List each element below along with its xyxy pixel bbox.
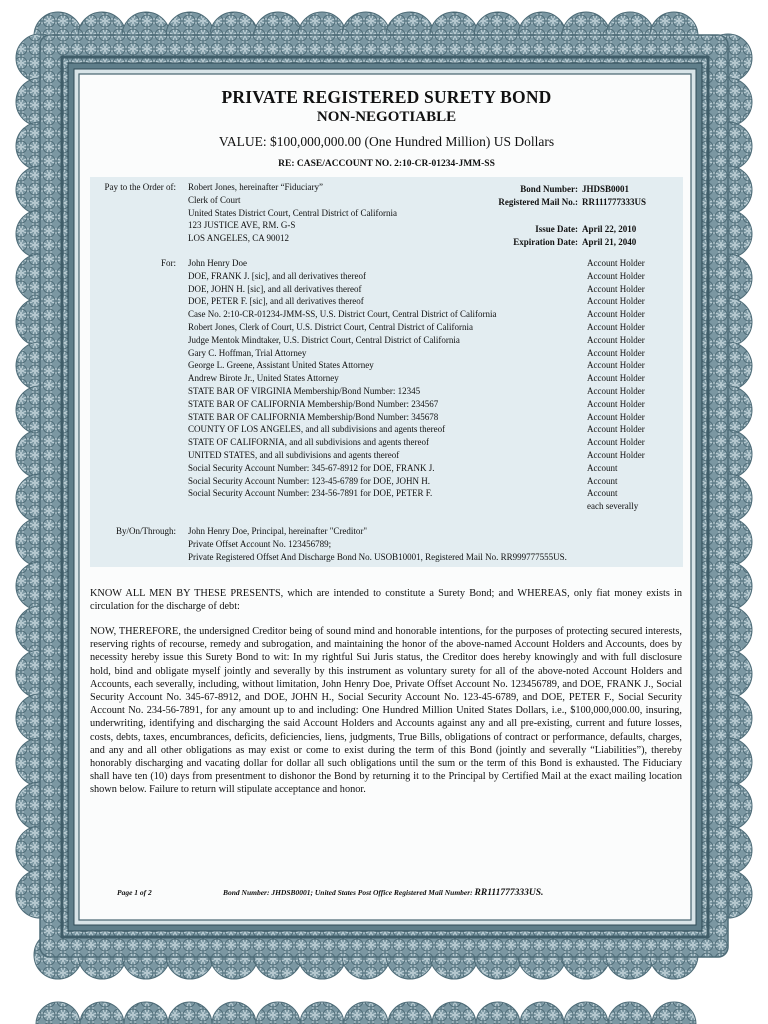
pay-to-line: Clerk of Court bbox=[188, 194, 241, 205]
for-entry-name: Judge Mentok Mindtaker, U.S. District Court, Central District of California bbox=[188, 334, 460, 345]
border-lobe bbox=[388, 1002, 432, 1024]
bond-title: PRIVATE REGISTERED SURETY BOND bbox=[221, 87, 552, 107]
for-entry-role: Account Holder bbox=[587, 360, 645, 371]
mail-number-row bbox=[478, 196, 646, 209]
for-entry-role: Account bbox=[587, 488, 618, 499]
expiration-date-value: April 21, 2040 bbox=[582, 237, 637, 247]
pay-to-line: Robert Jones, hereinafter “Fiduciary” bbox=[188, 182, 323, 192]
by-line: John Henry Doe, Principal, hereinafter "Creditor" bbox=[188, 526, 368, 536]
border-lobe bbox=[168, 1002, 212, 1024]
border-lobe bbox=[564, 1002, 608, 1024]
for-entry-name: Social Security Account Number: 123-45-6789 for DOE, JOHN H. bbox=[188, 475, 430, 486]
pay-to-block bbox=[188, 181, 397, 245]
for-entry-name: DOE, FRANK J. [sic], and all derivatives thereof bbox=[188, 270, 366, 281]
mail-number-value: RR111777333US bbox=[582, 197, 647, 207]
bond-certificate bbox=[83, 77, 690, 917]
for-entry-name: STATE OF CALIFORNIA, and all subdivisions and agents thereof bbox=[188, 437, 430, 448]
border-lobe bbox=[124, 1002, 168, 1024]
for-entry-role: Account Holder bbox=[587, 283, 645, 294]
for-entry-role: Account Holder bbox=[587, 373, 645, 384]
by-line: Private Offset Account No. 123456789; bbox=[188, 538, 332, 549]
expiration-date-row bbox=[478, 236, 636, 249]
for-entry-role: Account Holder bbox=[587, 334, 645, 345]
border-lobe bbox=[36, 1002, 80, 1024]
footer-bond-label: Bond Number: JHDSB0001; United States Post Office Registered Mail Number: bbox=[223, 888, 473, 897]
issue-date-label: Issue Date: bbox=[535, 224, 578, 234]
bond-number-value: JHDSB0001 bbox=[582, 184, 630, 194]
by-line: Private Registered Offset And Discharge Bond No. USOB10001, Registered Mail No. RR999777555US. bbox=[188, 551, 567, 562]
border-lobe bbox=[80, 1002, 124, 1024]
for-entry-name: STATE BAR OF VIRGINIA Membership/Bond Number: 12345 bbox=[188, 385, 421, 396]
for-entry-name: STATE BAR OF CALIFORNIA Membership/Bond Number: 345678 bbox=[188, 411, 439, 422]
for-entry-role: Account Holder bbox=[587, 321, 645, 332]
for-names-list bbox=[188, 257, 496, 500]
pay-to-label: Pay to the Order of: bbox=[104, 182, 176, 192]
bond-number-row bbox=[478, 183, 629, 196]
border-lobe bbox=[608, 1002, 652, 1024]
for-entry-role: Account Holder bbox=[587, 296, 645, 307]
value-label: VALUE: bbox=[218, 134, 267, 149]
for-entry-name: Andrew Birote Jr., United States Attorney bbox=[188, 373, 339, 384]
for-entry-role: Account Holder bbox=[587, 309, 645, 320]
for-entry-role: Account Holder bbox=[587, 347, 645, 358]
know-all-men-paragraph: KNOW ALL MEN BY THESE PRESENTS, which are intended to constitute a Surety Bond; and WHEREAS, only fiat money exists in circulation for the discharge of debt: bbox=[90, 588, 682, 613]
bond-subtitle: NON-NEGOTIABLE bbox=[316, 109, 457, 125]
mail-number-label: Registered Mail No.: bbox=[498, 197, 578, 207]
for-entry-name: George L. Greene, Assistant United States Attorney bbox=[188, 360, 374, 371]
issue-date-value: April 22, 2010 bbox=[582, 224, 637, 234]
border-lobe bbox=[432, 1002, 476, 1024]
for-roles-list bbox=[587, 257, 645, 513]
for-entry-name: Social Security Account Number: 345-67-8912 for DOE, FRANK J. bbox=[188, 462, 435, 473]
for-entry-name: John Henry Doe bbox=[188, 258, 247, 268]
for-entry-role: Account Holder bbox=[587, 437, 645, 448]
for-entry-name: Robert Jones, Clerk of Court, U.S. District Court, Central District of California bbox=[188, 321, 473, 332]
for-entry-role: Account bbox=[587, 462, 618, 473]
for-entry-name: COUNTY OF LOS ANGELES, and all subdivisions and agents thereof bbox=[188, 424, 446, 435]
bond-number-label: Bond Number: bbox=[520, 184, 578, 194]
page-number: Page 1 of 2 bbox=[117, 888, 152, 897]
for-entry-name: DOE, JOHN H. [sic], and all derivatives thereof bbox=[188, 283, 362, 294]
border-lobe bbox=[256, 1002, 300, 1024]
expiration-date-label: Expiration Date: bbox=[513, 237, 578, 247]
for-entry-role: Account Holder bbox=[587, 258, 645, 268]
footer-bond-text bbox=[223, 888, 543, 898]
border-lobe bbox=[300, 1002, 344, 1024]
for-entry-role: Account Holder bbox=[587, 270, 645, 281]
pay-to-line: LOS ANGELES, CA 90012 bbox=[188, 233, 290, 244]
for-entry-name: Social Security Account Number: 234-56-7891 for DOE, PETER F. bbox=[188, 488, 433, 499]
footer-mail-number: RR111777333US. bbox=[474, 888, 544, 898]
border-lobe bbox=[344, 1002, 388, 1024]
border-lobe bbox=[476, 1002, 520, 1024]
each-severally-note: each severally bbox=[587, 501, 639, 512]
bond-value bbox=[83, 134, 690, 150]
for-entry-name: STATE BAR OF CALIFORNIA Membership/Bond Number: 234567 bbox=[188, 398, 439, 409]
pay-to-line: 123 JUSTICE AVE, RM. G-S bbox=[188, 220, 296, 231]
for-entry-name: DOE, PETER F. [sic], and all derivatives thereof bbox=[188, 296, 364, 307]
border-lobe bbox=[212, 1002, 256, 1024]
border-lobe bbox=[520, 1002, 564, 1024]
now-therefore-paragraph: NOW, THEREFORE, the undersigned Creditor being of sound mind and honorable intentions, for the purposes of protecting secured interests, reserving rights of recourse, remedy and subrogation, and maintaining the honor of the above-named Account Holders and Accounts, does by necessity hereby issue this Surety Bond to wit: In my rightful Sui Juris status, the Creditor does hereby knowingly and with full disclosure hold, bind and obligate myself jointly and severally by this instrument as voluntary surety for all of the above-noted Account Holders and Accounts, each severally, including, without limitation, John Henry Doe, Private Offset Account No. 123456789, and DOE, FRANK J., Social Security Account No. 345-67-8912, and DOE, JOHN H., Social Security Account No. 123-45-6789, and DOE, PETER F., Social Security Account No. 234-56-7891, for any amount up to and including: One Hundred Million United States Dollars, i.e., $100,000,000.00, insuring, underwriting, identifying and discharging the said Account Holders and Accounts against any and all pre-existing, current and future losses, costs, debts, taxes, encumbrances, deficits, deficiencies, liens, judgments, True Bills, obligations of contract or performance, defaults, charges, and any and all other obligations as may exist or come to exist during the term of this Bond (jointly and severally “Liabilities”), thereby honorably discharging and vacating dollar for dollar all such obligations until the sum or the term of this Bond is exhausted. The Fiduciary shall have ten (10) days from presentment to dishonor the Bond by returning it to the Principal by Certified Mail at the exact mailing location shown below. Failure to return will stipulate acceptance and honor. bbox=[90, 626, 682, 796]
issue-date-row bbox=[478, 223, 636, 236]
for-entry-name: Gary C. Hoffman, Trial Attorney bbox=[188, 347, 307, 358]
for-entry-role: Account Holder bbox=[587, 449, 645, 460]
border-lobe bbox=[652, 1002, 696, 1024]
for-entry-role: Account Holder bbox=[587, 398, 645, 409]
for-entry-role: Account Holder bbox=[587, 385, 645, 396]
value-text: $100,000,000.00 (One Hundred Million) US Dollars bbox=[269, 134, 555, 149]
pay-to-line: United States District Court, Central District of California bbox=[188, 207, 397, 218]
for-entry-name: UNITED STATES, and all subdivisions and agents thereof bbox=[188, 449, 400, 460]
for-entry-role: Account bbox=[587, 475, 618, 486]
for-entry-role: Account Holder bbox=[587, 411, 645, 422]
by-block bbox=[188, 525, 567, 563]
for-entry-name: Case No. 2:10-CR-01234-JMM-SS, U.S. District Court, Central District of California bbox=[188, 309, 497, 320]
for-entry-role: Account Holder bbox=[587, 424, 645, 435]
for-label: For: bbox=[160, 258, 176, 268]
by-label: By/On/Through: bbox=[116, 526, 176, 536]
re-line: RE: CASE/ACCOUNT NO. 2:10-CR-01234-JMM-SS bbox=[278, 159, 495, 169]
